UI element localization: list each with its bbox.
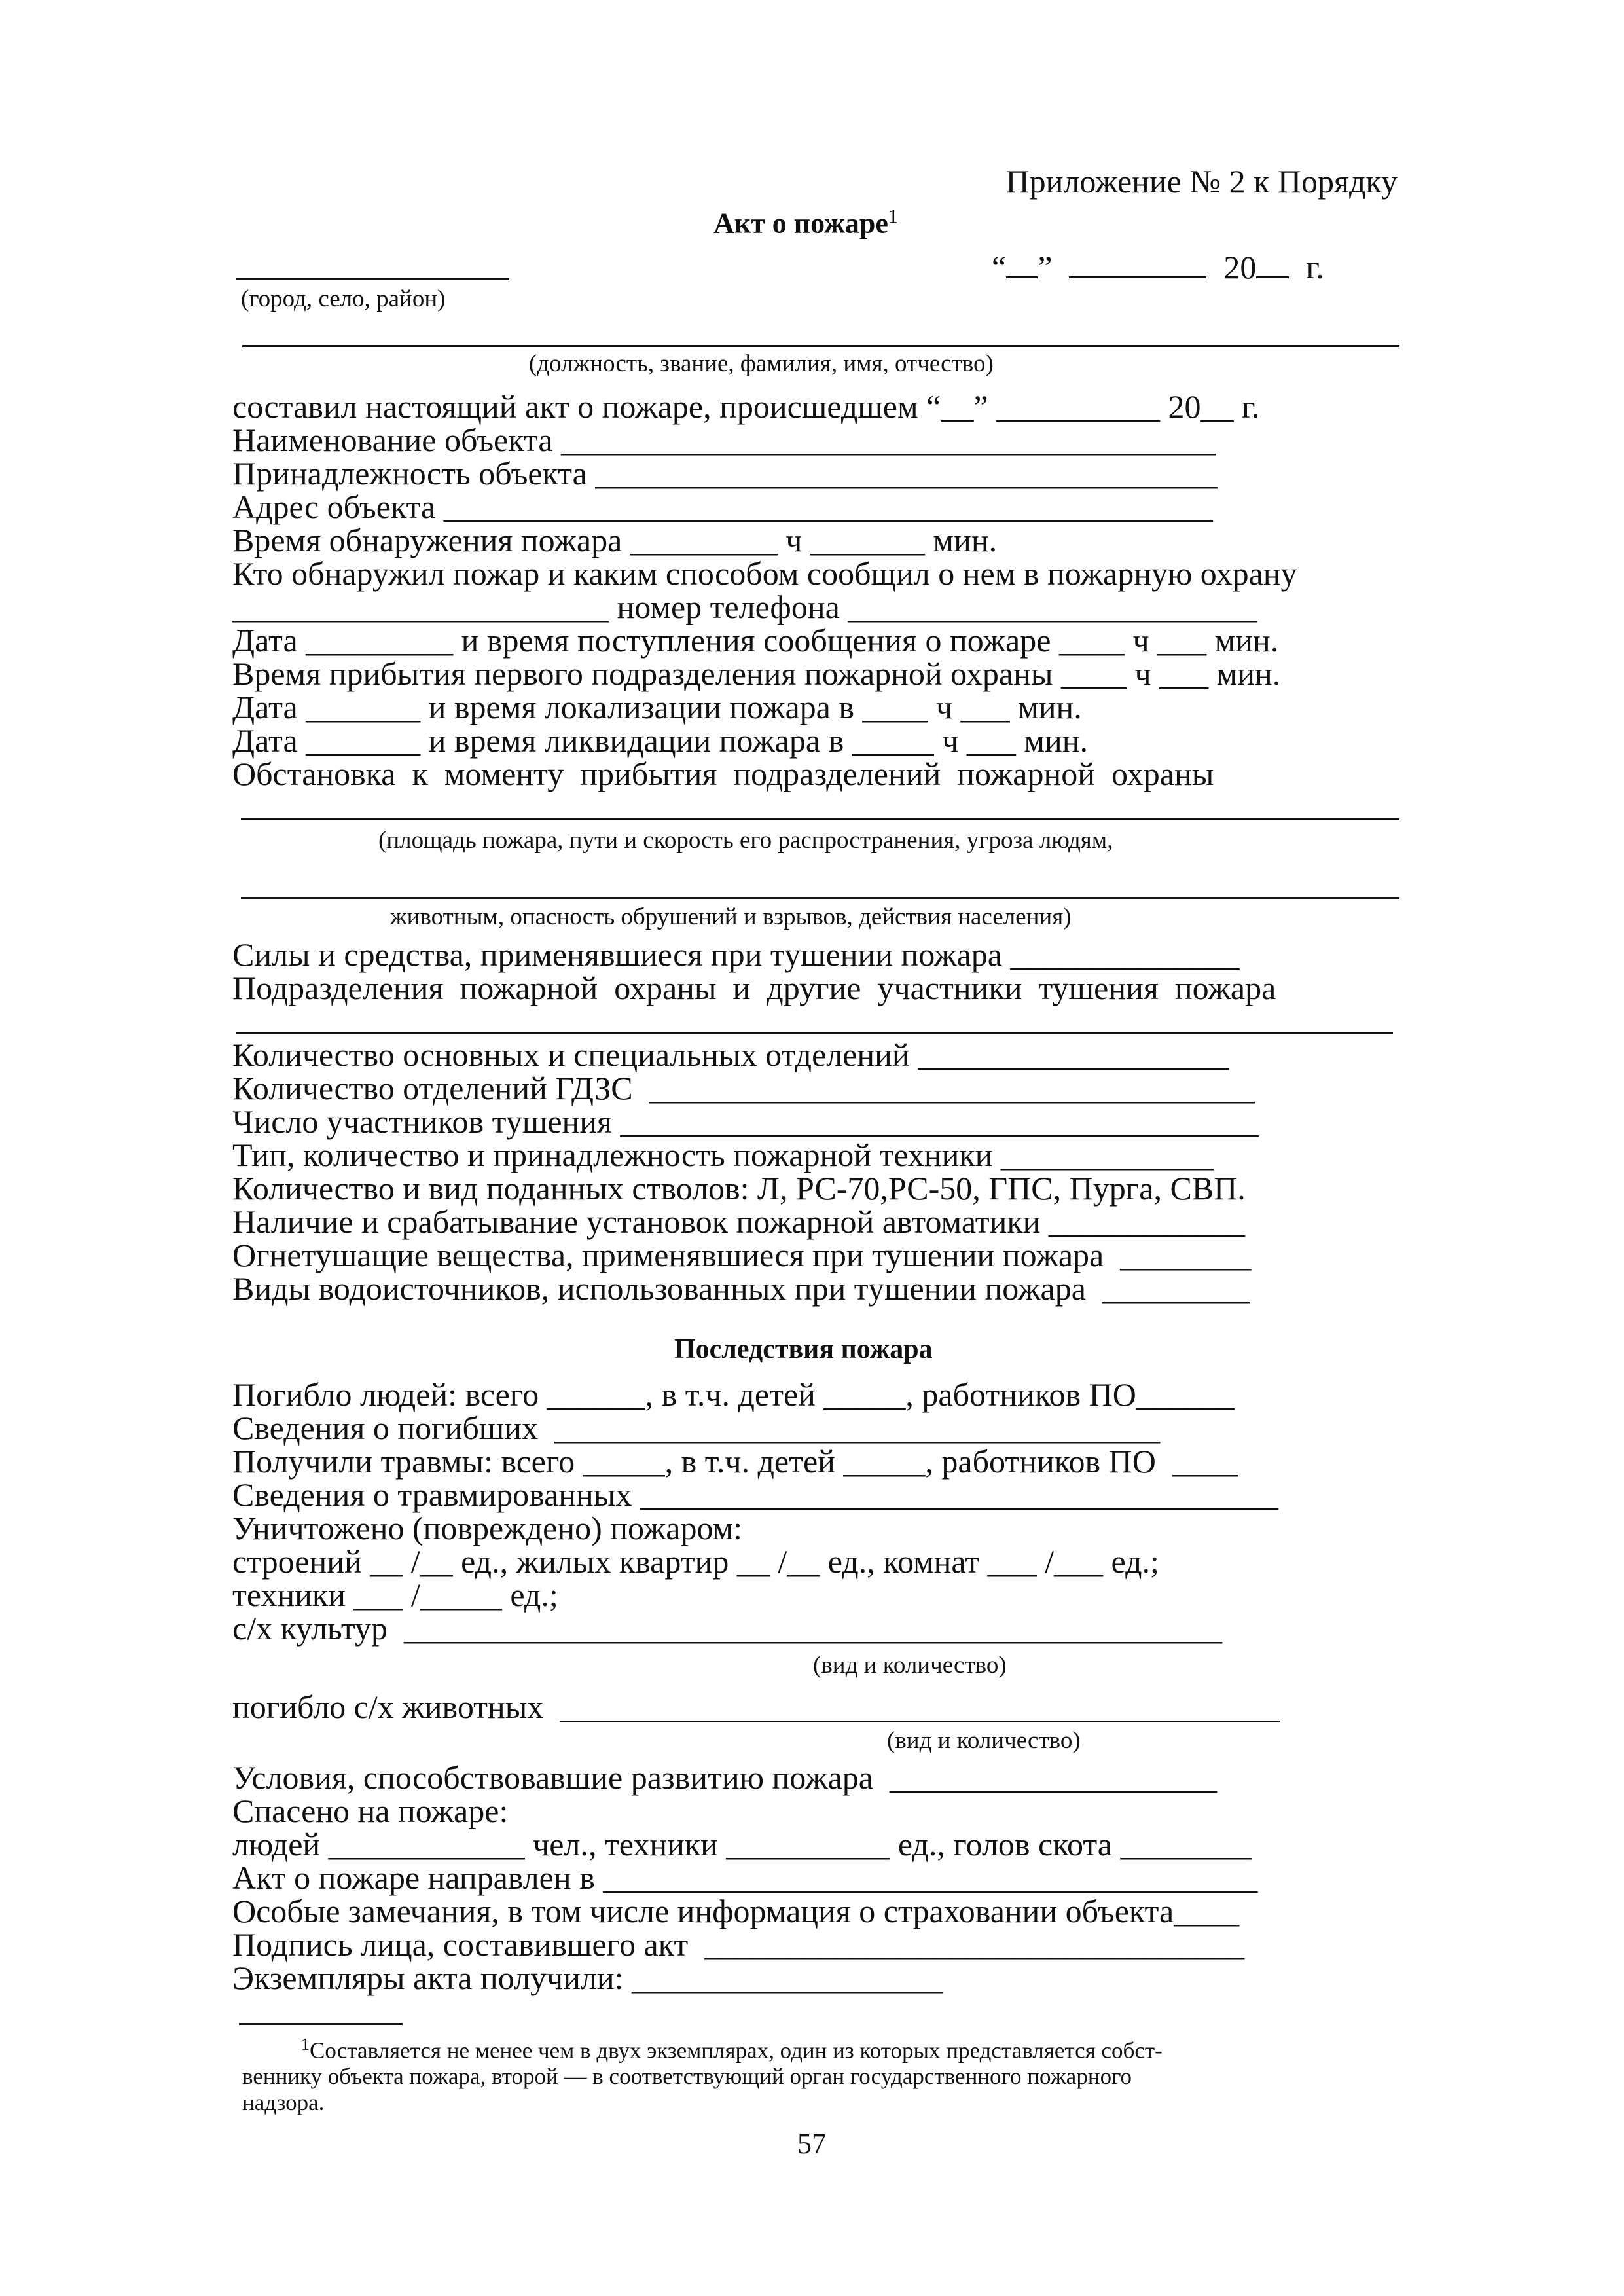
form-line-nozzles: Количество и вид поданных стволов: Л, РС-70,РС-50, ГПС, Пурга, СВП. — [232, 1170, 1246, 1207]
form-line-situation: Обстановка к моменту прибытия подразделений пожарной охраны — [232, 756, 1214, 792]
form-line-first-unit-arrival: Время прибытия первого подразделения пожарной охраны ____ ч ___ мин. — [232, 655, 1281, 692]
place-caption: (город, село, район) — [241, 285, 446, 312]
appendix-reference: Приложение № 2 к Порядку — [1005, 163, 1398, 200]
situation-caption-1: (площадь пожара, пути и скорость его распространения, угроза людям, — [378, 827, 1113, 854]
form-line-participants: Подразделения пожарной охраны и другие участники тушения пожара — [232, 970, 1276, 1006]
situation-field-line-2[interactable] — [241, 897, 1399, 899]
situation-field-line-1[interactable] — [241, 818, 1399, 820]
form-line-object-address: Адрес объекта _______________________________________________ — [232, 488, 1213, 525]
form-line-signature: Подпись лица, составившего акт _________________________________ — [232, 1926, 1245, 1963]
form-line-copies-received: Экземпляры акта получили: ___________________ — [232, 1959, 943, 1996]
form-line-object-name: Наименование объекта ________________________________________ — [232, 422, 1216, 458]
form-line-firefighter-count: Число участников тушения _______________________________________ — [232, 1103, 1259, 1140]
footnote-mark: 1 — [301, 2035, 310, 2054]
date-year-suffix: г. — [1306, 249, 1324, 285]
person-caption: (должность, звание, фамилия, имя, отчество) — [529, 350, 994, 377]
form-line-destroyed: Уничтожено (повреждено) пожаром: — [232, 1510, 743, 1546]
footnote-separator — [239, 2023, 403, 2025]
title-footnote-mark: 1 — [888, 206, 898, 227]
form-line-act-sent-to: Акт о пожаре направлен в ________________________________________ — [232, 1859, 1258, 1896]
document-title-text: Акт о пожаре — [713, 207, 888, 240]
form-line-water-sources: Виды водоисточников, использованных при тушении пожара _________ — [232, 1270, 1250, 1307]
place-field-line[interactable] — [236, 278, 509, 280]
form-line-object-owner: Принадлежность объекта ______________________________________ — [232, 455, 1218, 492]
date-open-quote: “ — [992, 249, 1007, 285]
person-field-line[interactable] — [242, 345, 1399, 347]
form-line-phone-number: _______________________ номер телефона _________________________ — [232, 589, 1257, 625]
situation-caption-2: животным, опасность обрушений и взрывов, действия населения) — [390, 903, 1072, 930]
form-line-automation: Наличие и срабатывание установок пожарной автоматики ____________ — [232, 1203, 1245, 1240]
form-line-detection-time: Время обнаружения пожара _________ ч _______ мин. — [232, 522, 998, 558]
form-line-who-detected: Кто обнаружил пожар и каким способом сообщил о нем в пожарную охрану — [232, 555, 1297, 592]
form-line-rescued: Спасено на пожаре: — [232, 1793, 509, 1829]
footnote-line-3: надзора. — [242, 2090, 325, 2115]
form-line-buildings: строений __ /__ ед., жилых квартир __ /__ ед., комнат ___ /___ ед.; — [232, 1543, 1159, 1580]
form-line-gdzs-units: Количество отделений ГДЗС _____________________________________ — [232, 1070, 1255, 1106]
form-line-agents: Огнетушащие вещества, применявшиеся при тушении пожара ________ — [232, 1237, 1252, 1273]
footnote-text-1: Составляется не менее чем в двух экземплярах, один из которых представляется собст- — [310, 2037, 1163, 2064]
date-field[interactable] — [992, 251, 1324, 283]
form-line-animals: погибло с/х животных ____________________________________________ — [232, 1688, 1280, 1725]
document-title — [713, 207, 898, 238]
consequences-heading: Последствия пожара — [674, 1334, 933, 1364]
form-line-compiled-act: составил настоящий акт о пожаре, происшедшем “__” __________ 20__ г. — [232, 388, 1260, 425]
form-line-main-units: Количество основных и специальных отделений ___________________ — [232, 1036, 1229, 1073]
form-line-rescued-counts: людей ____________ чел., техники __________ ед., голов скота ________ — [232, 1826, 1252, 1863]
animals-caption: (вид и количество) — [887, 1727, 1081, 1754]
form-line-special-remarks: Особые замечания, в том числе информация о страховании объекта____ — [232, 1893, 1240, 1929]
footnote-line-2: веннику объекта пожара, второй — в соответствующий орган государственного пожарного — [242, 2064, 1132, 2089]
participants-field-line[interactable] — [236, 1032, 1393, 1034]
form-line-injured-info: Сведения о травмированных _______________________________________ — [232, 1476, 1278, 1513]
form-line-deceased-info: Сведения о погибших _____________________________________ — [232, 1410, 1161, 1446]
footnote-line-1 — [301, 2036, 1163, 2062]
form-line-deaths: Погибло людей: всего ______, в т.ч. детей _____, работников ПО______ — [232, 1376, 1235, 1413]
date-year-prefix: 20 — [1223, 249, 1257, 285]
form-line-crops: с/х культур __________________________________________________ — [232, 1610, 1223, 1647]
form-line-localization: Дата _______ и время локализации пожара в ____ ч ___ мин. — [232, 689, 1082, 725]
form-line-equipment: Тип, количество и принадлежность пожарной техники _____________ — [232, 1137, 1214, 1173]
form-line-message-received: Дата _________ и время поступления сообщения о пожаре ____ ч ___ мин. — [232, 622, 1279, 659]
form-line-conditions: Условия, способствовавшие развитию пожара ____________________ — [232, 1759, 1217, 1796]
crops-caption: (вид и количество) — [813, 1652, 1007, 1679]
page-number: 57 — [797, 2128, 826, 2160]
form-line-injured: Получили травмы: всего _____, в т.ч. детей _____, работников ПО ____ — [232, 1443, 1238, 1480]
form-line-liquidation: Дата _______ и время ликвидации пожара в _____ ч ___ мин. — [232, 722, 1088, 759]
date-close-quote: ” — [1038, 249, 1053, 285]
form-line-vehicles: техники ___ /_____ ед.; — [232, 1576, 558, 1613]
form-line-forces: Силы и средства, применявшиеся при тушении пожара ______________ — [232, 936, 1240, 973]
